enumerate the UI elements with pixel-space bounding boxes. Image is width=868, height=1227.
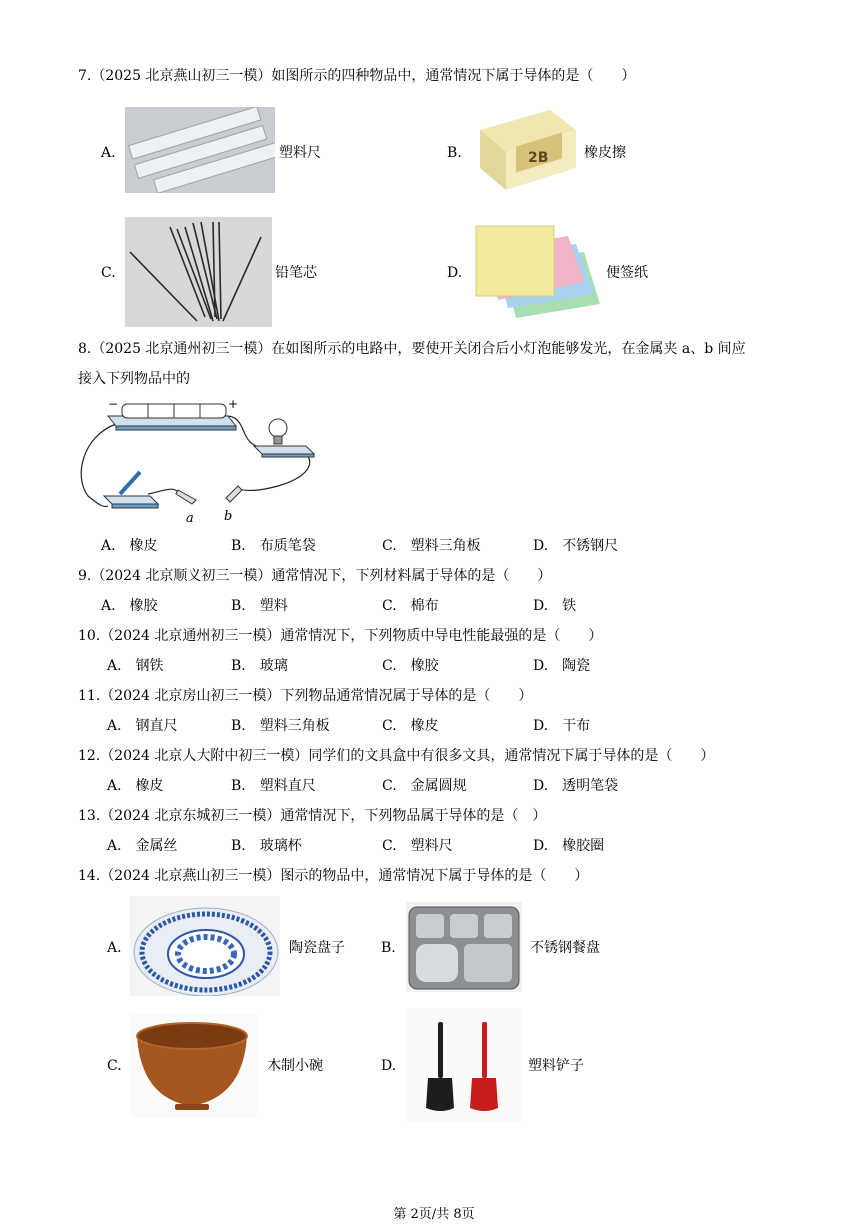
q9-option-c: C. 棉布: [382, 598, 439, 614]
q7-option-b-label: 橡皮擦: [584, 145, 626, 161]
q12-option-c: C. 金属圆规: [382, 778, 467, 794]
q11-option-b: B. 塑料三角板: [231, 718, 330, 734]
q12-option-d: D. 透明笔袋: [533, 778, 619, 794]
q12-option-b: B. 塑料直尺: [231, 778, 316, 794]
q12-stem: 12.（2024 北京人大附中初三一模）同学们的文具盒中有很多文具，通常情况下属于导体的是（ ）: [78, 748, 715, 764]
q10-option-c: C. 橡胶: [382, 658, 439, 674]
ceramic-plate-image: [130, 896, 280, 996]
q7-option-d-label: 便签纸: [606, 265, 648, 281]
q13-option-b: B. 玻璃杯: [231, 838, 302, 854]
q14-option-d-letter: D.: [381, 1058, 397, 1074]
q9-option-b: B. 塑料: [231, 598, 288, 614]
battery-holder: [108, 404, 236, 430]
q7-option-b-letter: B.: [447, 145, 462, 161]
q9-option-d: D. 铁: [533, 598, 577, 614]
q10-stem: 10.（2024 北京通州初三一模）通常情况下，下列物质中导电性能最强的是（ ）: [78, 628, 603, 644]
stainless-tray-image: [406, 902, 522, 992]
pencil-lead-image: [125, 217, 272, 327]
q8-stem-line1: 8.（2025 北京通州初三一模）在如图所示的电路中，要使开关闭合后小灯泡能够发光，在金属夹 a、b 间应: [78, 341, 746, 357]
q10-option-b: B. 玻璃: [231, 658, 288, 674]
q12-option-a: A. 橡皮: [107, 778, 164, 794]
q14-option-d-label: 塑料铲子: [528, 1058, 584, 1074]
q7-option-c-label: 铅笔芯: [275, 265, 317, 281]
q14-option-a-label: 陶瓷盘子: [289, 940, 345, 956]
q11-option-a: A. 钢直尺: [107, 718, 178, 734]
q14-option-b-letter: B.: [381, 940, 396, 956]
q8-option-d: D. 不锈钢尺: [533, 538, 619, 554]
q13-stem: 13.（2024 北京东城初三一模）通常情况下，下列物品属于导体的是（ ）: [78, 808, 547, 824]
circuit-diagram: [78, 396, 318, 526]
q13-option-a: A. 金属丝: [107, 838, 178, 854]
page-footer: 第 2页/共 8页: [393, 1207, 475, 1222]
q8-stem-line2: 接入下列物品中的: [78, 371, 190, 387]
q14-stem: 14.（2024 北京燕山初三一模）图示的物品中，通常情况下属于导体的是（ ）: [78, 868, 589, 884]
q7-option-a-letter: A.: [101, 145, 116, 161]
q14-option-c-label: 木制小碗: [267, 1058, 323, 1074]
q8-option-c: C. 塑料三角板: [382, 538, 481, 554]
q13-option-d: D. 橡胶圈: [533, 838, 605, 854]
plus-sign: +: [228, 397, 239, 411]
q7-option-c-letter: C.: [101, 265, 116, 281]
q10-option-d: D. 陶瓷: [533, 658, 591, 674]
clip-b-label: b: [224, 509, 233, 524]
clip-a-label: a: [186, 511, 194, 526]
q7-option-d-letter: D.: [447, 265, 463, 281]
q13-option-c: C. 塑料尺: [382, 838, 453, 854]
q9-option-a: A. 橡胶: [101, 598, 158, 614]
plastic-ruler-image: [125, 107, 275, 193]
q9-stem: 9.（2024 北京顺义初三一模）通常情况下，下列材料属于导体的是（ ）: [78, 568, 552, 584]
q14-option-b-label: 不锈钢餐盘: [530, 940, 600, 956]
q14-option-a-letter: A.: [107, 940, 122, 956]
q7-stem: 7.（2025 北京燕山初三一模）如图所示的四种物品中，通常情况下属于导体的是（ ）: [78, 68, 636, 84]
q10-option-a: A. 钢铁: [107, 658, 164, 674]
wooden-bowl-image: [131, 1014, 257, 1118]
q8-option-a: A. 橡皮: [101, 538, 158, 554]
q11-option-d: D. 干布: [533, 718, 591, 734]
q7-option-a-label: 塑料尺: [279, 145, 321, 161]
q11-option-c: C. 橡皮: [382, 718, 439, 734]
q14-option-c-letter: C.: [107, 1058, 122, 1074]
bulb: [254, 419, 314, 457]
eraser-label: 2B: [528, 150, 549, 166]
sticky-notes-image: [472, 222, 602, 322]
switch: [104, 472, 158, 508]
q11-stem: 11.（2024 北京房山初三一模）下列物品通常情况属于导体的是（ ）: [78, 688, 533, 704]
minus-sign: −: [108, 397, 119, 411]
q8-option-b: B. 布质笔袋: [231, 538, 316, 554]
eraser-image: [472, 100, 580, 194]
metal-clips: [176, 486, 242, 504]
plastic-spatula-image: [406, 1008, 522, 1122]
